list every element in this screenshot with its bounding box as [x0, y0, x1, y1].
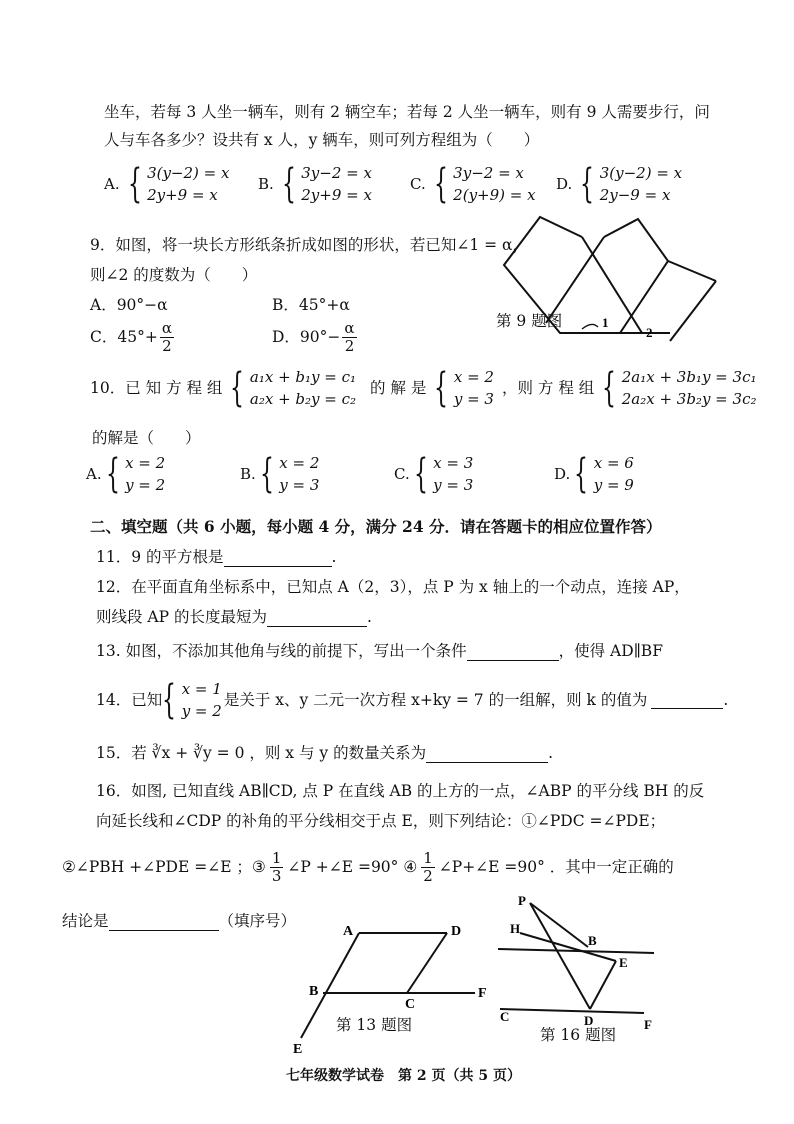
brace-icon: { — [281, 161, 296, 207]
answer-blank[interactable] — [224, 550, 332, 567]
fraction — [270, 850, 284, 885]
angle-arc — [582, 324, 598, 329]
strip-right-edge — [670, 281, 716, 341]
equation: y = 3 — [433, 476, 474, 494]
brace-icon: { — [580, 161, 595, 207]
equation: x = 2 — [125, 454, 166, 472]
equation: y = 3 — [279, 476, 320, 494]
q14-pre: 14．已知 — [96, 690, 163, 709]
option-text: D．90°− — [272, 328, 341, 347]
equation: x = 3 — [433, 454, 474, 472]
option-label: D. — [556, 175, 573, 193]
equation: a₂x + b₂y = c₂ — [249, 390, 357, 408]
q16-figure-caption: 第 16 题图 — [540, 1026, 617, 1044]
point-p-label: P — [518, 893, 526, 908]
q10-option-b — [240, 452, 319, 496]
q10-option-d — [554, 452, 634, 496]
brace-icon: { — [433, 161, 448, 207]
q12-text: 则线段 AP 的长度最短为 — [96, 608, 267, 626]
numerator: α — [161, 319, 172, 337]
q9-option-a: A．90°−α — [90, 296, 168, 314]
denominator: 3 — [271, 867, 282, 885]
fraction — [342, 320, 356, 355]
equation: x = 6 — [593, 454, 634, 472]
equation: y = 2 — [181, 702, 222, 720]
line-he — [520, 933, 616, 961]
q14-end: . — [723, 690, 729, 709]
q9-option-b: B．45°+α — [272, 296, 350, 314]
answer-blank[interactable] — [426, 746, 548, 763]
q15 — [96, 744, 553, 763]
equation: y = 9 — [593, 476, 634, 494]
denominator: 2 — [162, 337, 172, 355]
q9-line2: 则∠2 的度数为（ ） — [90, 266, 258, 284]
q10-post: ，则 方 程 组 — [501, 378, 595, 397]
option-label: C. — [394, 465, 410, 483]
fraction — [421, 850, 435, 885]
option-label: A. — [86, 465, 102, 483]
equation: a₁x + b₁y = c₁ — [249, 368, 357, 386]
q8-option-d — [556, 162, 682, 206]
q8-line1: 坐车，若每 3 人坐一辆车，则有 2 辆空车；若每 2 人坐一辆车，则有 9 人需要步行，问 — [104, 103, 710, 121]
q13-figure-caption: 第 13 题图 — [336, 1016, 413, 1034]
equation: x = 1 — [181, 680, 222, 698]
equation: x = 2 — [279, 454, 320, 472]
numerator: 1 — [271, 849, 282, 867]
q9-line1: 9．如图，将一块长方形纸条折成如图的形状，若已知∠1 = α， — [90, 236, 529, 254]
q12-end: . — [366, 608, 372, 626]
q16-figure — [492, 893, 672, 1043]
q10-mid: 的 解 是 — [370, 378, 427, 397]
equation: y = 2 — [125, 476, 166, 494]
q13-figure — [285, 915, 495, 1060]
segment-ed — [590, 961, 616, 1009]
page-footer: 七年级数学试卷 第 2 页（共 5 页） — [286, 1068, 521, 1084]
q16-line4 — [62, 912, 296, 931]
q13-end: ，使得 AD∥BF — [558, 642, 663, 660]
strip-right-edge — [668, 261, 716, 281]
point-f-label: F — [644, 1017, 652, 1032]
q8-option-c — [410, 162, 536, 206]
point-d-label: D — [584, 1013, 594, 1028]
equation: 3y−2 = x — [301, 164, 372, 182]
brace-icon: { — [602, 365, 617, 411]
option-label: A. — [104, 175, 120, 193]
q9-figure-caption: 第 9 题图 — [496, 312, 563, 330]
q9-figure — [490, 205, 720, 355]
q10-line1 — [90, 366, 756, 410]
equation: 3(y−2) = x — [599, 164, 683, 182]
point-f-label: F — [478, 986, 487, 1001]
strip-inner-edge — [582, 237, 642, 333]
q16-line3-a: ②∠PBH +∠PDE =∠E ；③ — [62, 858, 266, 877]
q16-text: 结论是 — [62, 912, 109, 930]
q16-line2: 向延长线和∠CDP 的补角的平分线相交于点 E，则下列结论：①∠PDC =∠PDE； — [96, 812, 666, 830]
q10-pre: 10．已 知 方 程 组 — [90, 378, 223, 397]
option-label: B. — [240, 465, 256, 483]
section-2-heading: 二、填空题（共 6 小题，每小题 4 分，满分 24 分．请在答题卡的相应位置作答） — [90, 517, 662, 536]
denominator: 2 — [423, 867, 433, 885]
equation: 2(y+9) = x — [453, 186, 536, 204]
angle-1-label: 1 — [602, 315, 609, 330]
q14 — [96, 678, 728, 722]
equation: 2a₁x + 3b₁y = 3c₁ — [621, 368, 757, 386]
q15-end: . — [548, 744, 554, 762]
answer-blank[interactable] — [267, 610, 367, 627]
brace-icon: { — [127, 161, 142, 207]
q11-end: . — [331, 548, 337, 566]
segment-pb — [530, 903, 588, 947]
q10-option-a — [86, 452, 165, 496]
denominator: 2 — [344, 337, 355, 355]
equation: 3(y−2) = x — [147, 164, 230, 182]
q13-text: 13. 如图，不添加其他角与线的前提下，写出一个条件 — [96, 642, 467, 660]
strip-inner-edge — [546, 237, 604, 323]
brace-icon: { — [574, 451, 589, 497]
q12-line2 — [96, 608, 372, 627]
segment-dc — [407, 933, 447, 993]
q16-end: （填序号） — [218, 912, 297, 930]
q11 — [96, 548, 336, 567]
brace-icon: { — [105, 451, 120, 497]
equation: 2y−9 = x — [599, 186, 671, 204]
fraction — [160, 320, 174, 355]
q9-option-c — [90, 320, 176, 355]
q10-option-c — [394, 452, 473, 496]
segment-pd — [530, 903, 590, 1009]
q14-post: 是关于 x、y 二元一次方程 x+ky = 7 的一组解，则 k 的值为 — [223, 690, 648, 709]
angle-2-label: 2 — [646, 325, 653, 340]
equation: 2a₂x + 3b₂y = 3c₂ — [621, 390, 757, 408]
q13 — [96, 642, 663, 661]
equation: x = 2 — [453, 368, 494, 386]
point-c-label: C — [500, 1009, 510, 1024]
option-label: C. — [410, 175, 426, 193]
option-label: B. — [258, 175, 274, 193]
q16-line3 — [62, 850, 674, 885]
brace-icon: { — [259, 451, 274, 497]
point-c-label: C — [405, 997, 416, 1012]
q8-line2: 人与车各多少？设共有 x 人，y 辆车，则可列方程组为（ ） — [104, 131, 540, 149]
brace-icon: { — [162, 677, 177, 723]
brace-icon: { — [413, 451, 428, 497]
point-d-label: D — [451, 924, 462, 939]
q16-line1: 16．如图, 已知直线 AB∥CD, 点 P 在直线 AB 的上方的一点，∠ABP 的平分线 BH 的反 — [96, 782, 705, 800]
answer-blank[interactable] — [651, 692, 723, 709]
point-e-label: E — [619, 955, 628, 970]
point-b-label: B — [588, 933, 597, 948]
brace-icon: { — [230, 365, 245, 411]
point-h-label: H — [510, 921, 521, 936]
equation: 2y+9 = x — [147, 186, 218, 204]
q15-text: 15．若 ∛x + ∛y = 0 ，则 x 与 y 的数量关系为 — [96, 744, 427, 762]
option-label: D. — [554, 465, 571, 483]
equation: y = 3 — [453, 390, 494, 408]
point-e-label: E — [293, 1042, 303, 1057]
q9-option-d — [272, 320, 359, 355]
q10-line2: 的解是（ ） — [92, 429, 201, 447]
numerator: α — [344, 319, 355, 337]
equation: 2y+9 = x — [301, 186, 372, 204]
q12-line1: 12．在平面直角坐标系中，已知点 A（2，3），点 P 为 x 轴上的一个动点，连接 AP， — [96, 578, 690, 596]
q8-option-b — [258, 162, 372, 206]
q8-option-a — [104, 162, 229, 206]
answer-blank[interactable] — [109, 914, 219, 931]
q16-line3-c: ∠P+∠E =90° ．其中一定正确的 — [438, 858, 674, 877]
point-b-label: B — [309, 984, 319, 999]
q16-line3-b: ∠P +∠E =90° ④ — [287, 858, 418, 877]
brace-icon: { — [434, 365, 449, 411]
numerator: 1 — [423, 849, 433, 867]
q11-text: 11．9 的平方根是 — [96, 548, 224, 566]
equation: 3y−2 = x — [453, 164, 524, 182]
point-a-label: A — [343, 924, 354, 939]
line-cd — [500, 1009, 644, 1013]
answer-blank[interactable] — [467, 644, 559, 661]
option-text: C．45°+ — [90, 328, 158, 347]
